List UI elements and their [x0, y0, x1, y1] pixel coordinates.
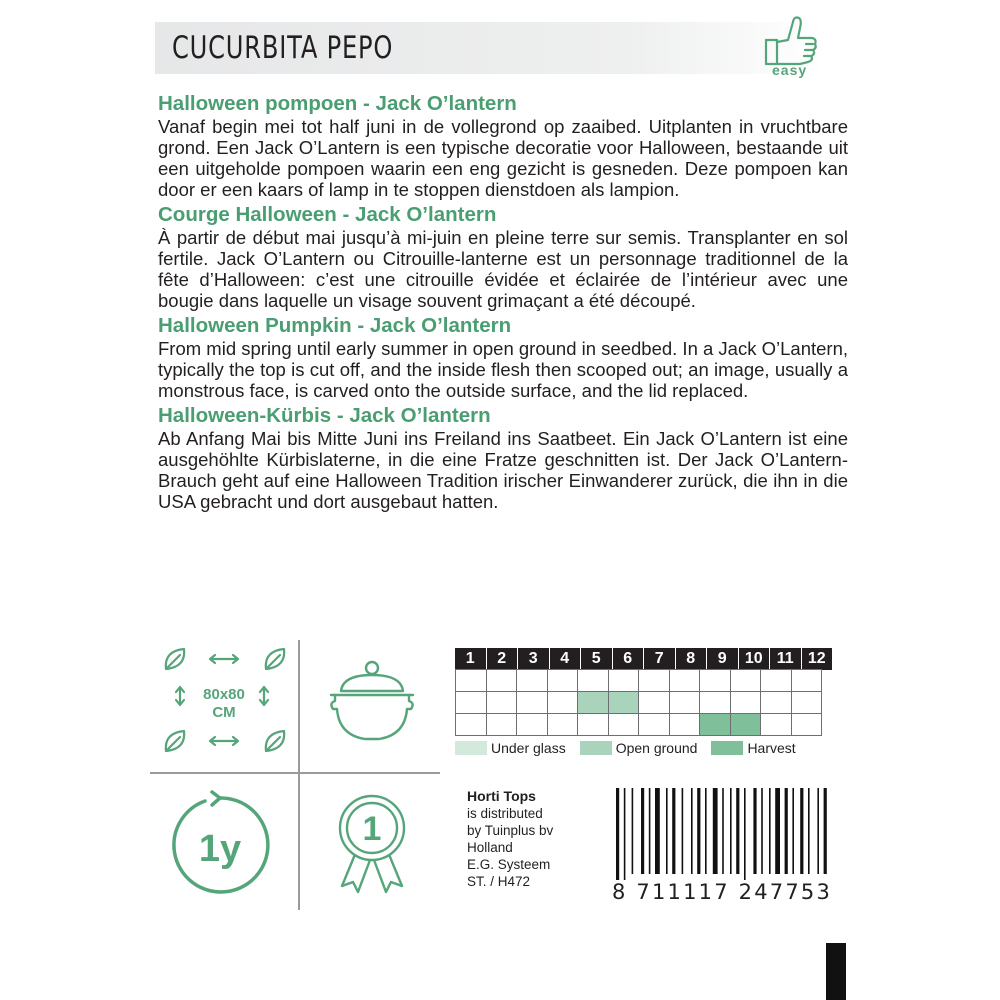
calendar-cell: [516, 713, 548, 736]
calendar-cell: [455, 713, 487, 736]
calendar-month: 7: [644, 648, 676, 670]
divider: [150, 772, 440, 774]
sowing-calendar: [455, 648, 833, 736]
section-fr: [158, 203, 848, 311]
barcode-bar: [691, 788, 693, 874]
legend-swatch: [455, 741, 487, 755]
distributor-info: [467, 788, 553, 890]
barcode-bar: [744, 788, 746, 880]
calendar-row-harvest: [455, 714, 833, 736]
section-body: From mid spring until early summer in open ground in seedbed. In a Jack O’Lantern, typically the top is cut off, and the inside flesh then scooped out; an image, usually a monstrous face, is carved onto the outside surface, and the lid replaced.: [158, 338, 848, 401]
calendar-cell: [547, 713, 579, 736]
barcode-bar: [824, 788, 827, 874]
calendar-cell: [760, 713, 792, 736]
calendar-cell: [608, 713, 640, 736]
legend-swatch: [580, 741, 612, 755]
distributor-line: ST. / H472: [467, 874, 531, 889]
section-de: [158, 404, 848, 512]
calendar-cell: [638, 691, 670, 714]
barcode-bar: [775, 788, 780, 874]
calendar-cell: [699, 713, 731, 736]
calendar-month: 2: [487, 648, 519, 670]
barcode-bar: [624, 788, 626, 880]
calendar-cell: [730, 669, 762, 692]
barcode-bar: [632, 788, 634, 874]
barcode-bar: [666, 788, 668, 874]
distributor-line: by Tuinplus bv: [467, 823, 554, 838]
barcode-bar: [713, 788, 718, 874]
barcode-bar: [697, 788, 700, 874]
description-sections: [158, 92, 848, 515]
barcode-bar: [736, 788, 739, 874]
legend-label: Under glass: [491, 740, 566, 756]
calendar-cell: [577, 691, 609, 714]
barcode-bar: [649, 788, 651, 874]
section-title: Halloween-Kürbis - Jack O’lantern: [158, 404, 491, 427]
calendar-cell: [730, 691, 762, 714]
spacing-unit: CM: [212, 704, 236, 721]
calendar-rows: [455, 670, 833, 736]
calendar-legend: [455, 740, 810, 756]
calendar-month: 12: [802, 648, 834, 670]
barcode-bar: [616, 788, 619, 880]
calendar-month: 1: [455, 648, 487, 670]
cooking-pot-icon: [325, 655, 420, 745]
barcode: [612, 788, 837, 880]
distributor-line: Holland: [467, 840, 513, 855]
legend-label: Open ground: [615, 740, 698, 756]
barcode-bar: [753, 788, 756, 874]
legend-swatch: [711, 741, 743, 755]
calendar-cell: [699, 669, 731, 692]
section-title: Halloween Pumpkin - Jack O’lantern: [158, 314, 512, 337]
calendar-cell: [547, 691, 579, 714]
calendar-months: [455, 648, 833, 670]
calendar-cell: [638, 669, 670, 692]
first-class-rosette-icon: [320, 790, 425, 895]
calendar-month: 5: [581, 648, 613, 670]
barcode-bar: [655, 788, 660, 874]
barcode-bar: [761, 788, 763, 874]
calendar-cell: [455, 691, 487, 714]
legend-label: Harvest: [747, 740, 796, 756]
calendar-cell: [516, 669, 548, 692]
calendar-row-open-ground: [455, 692, 833, 714]
divider: [298, 640, 300, 910]
barcode-bar: [817, 788, 819, 874]
rank-label: 1: [362, 810, 382, 848]
calendar-month: 10: [739, 648, 771, 670]
calendar-cell: [608, 669, 640, 692]
edge-marker: [826, 943, 846, 1000]
calendar-cell: [455, 669, 487, 692]
calendar-month: 6: [613, 648, 645, 670]
calendar-cell: [638, 713, 670, 736]
calendar-cell: [791, 669, 823, 692]
latin-name: CUCURBITA PEPO: [172, 30, 394, 66]
calendar-cell: [516, 691, 548, 714]
lifecycle-label: 1y: [198, 828, 242, 870]
section-body: Ab Anfang Mai bis Mitte Juni ins Freiland ins Saatbeet. Ein Jack O’Lantern ist eine ausgehöhlte Kürbislaterne, in die eine Fratze geschnitten ist. Der Jack O’Lantern-Brauch geht auf eine Halloween Tradition irischer Einwanderer zurück, die ihn in die USA gebracht und dort ausgebaut hatten.: [158, 428, 848, 512]
calendar-cell: [760, 669, 792, 692]
calendar-cell: [486, 713, 518, 736]
calendar-cell: [669, 713, 701, 736]
calendar-cell: [791, 713, 823, 736]
barcode-bar: [672, 788, 675, 874]
barcode-bar: [769, 788, 771, 874]
calendar-month: 3: [518, 648, 550, 670]
barcode-bar: [682, 788, 684, 874]
calendar-month: 9: [707, 648, 739, 670]
calendar-month: 4: [550, 648, 582, 670]
barcode-bar: [722, 788, 724, 874]
calendar-row-under-glass: [455, 670, 833, 692]
calendar-cell: [608, 691, 640, 714]
brand-name: Horti Tops: [467, 788, 536, 804]
calendar-cell: [760, 691, 792, 714]
calendar-month: 8: [676, 648, 708, 670]
spacing-value: 80x80: [203, 686, 245, 703]
barcode-bar: [705, 788, 707, 874]
calendar-cell: [791, 691, 823, 714]
calendar-cell: [486, 691, 518, 714]
difficulty-label: easy: [772, 62, 808, 78]
barcode-bar: [641, 788, 644, 874]
spacing-label: [196, 686, 252, 722]
distributor-line: is distributed: [467, 806, 543, 821]
calendar-cell: [577, 669, 609, 692]
section-en: [158, 314, 848, 401]
barcode-bar: [808, 788, 810, 874]
calendar-cell: [486, 669, 518, 692]
calendar-cell: [547, 669, 579, 692]
section-title: Courge Halloween - Jack O’lantern: [158, 203, 497, 226]
calendar-cell: [669, 669, 701, 692]
barcode-bar: [800, 788, 803, 874]
barcode-bar: [730, 788, 732, 874]
barcode-bar: [785, 788, 788, 874]
section-nl: [158, 92, 848, 200]
calendar-cell: [699, 691, 731, 714]
calendar-cell: [730, 713, 762, 736]
calendar-month: 11: [770, 648, 802, 670]
barcode-bar: [792, 788, 794, 874]
barcode-number: 8 711117 247753: [612, 880, 833, 904]
section-body: À partir de début mai jusqu’à mi-juin en pleine terre sur semis. Transplanter en sol fertile. Jack O’Lantern ou Citrouille-lanterne est un personnage traditionnel de la fête d’Halloween: c’est une citrouille évidée et éclairée de l’intérieur avec une bougie dans laquelle un visage souvent grimaçant a été découpé.: [158, 227, 848, 311]
annual-cycle-icon: [160, 788, 280, 903]
calendar-cell: [669, 691, 701, 714]
distributor-line: E.G. Systeem: [467, 857, 551, 872]
section-body: Vanaf begin mei tot half juni in de vollegrond op zaaibed. Uitplanten in vruchtbare grond. Een Jack O’Lantern is een typische decoratie voor Halloween, bestaande uit een uitgeholde pompoen waarin een eng gezicht is gesneden. Deze pompoen kan door er een kaars of lamp in te stoppen dienstdoen als lampion.: [158, 116, 848, 200]
section-title: Halloween pompoen - Jack O’lantern: [158, 92, 517, 115]
calendar-cell: [577, 713, 609, 736]
